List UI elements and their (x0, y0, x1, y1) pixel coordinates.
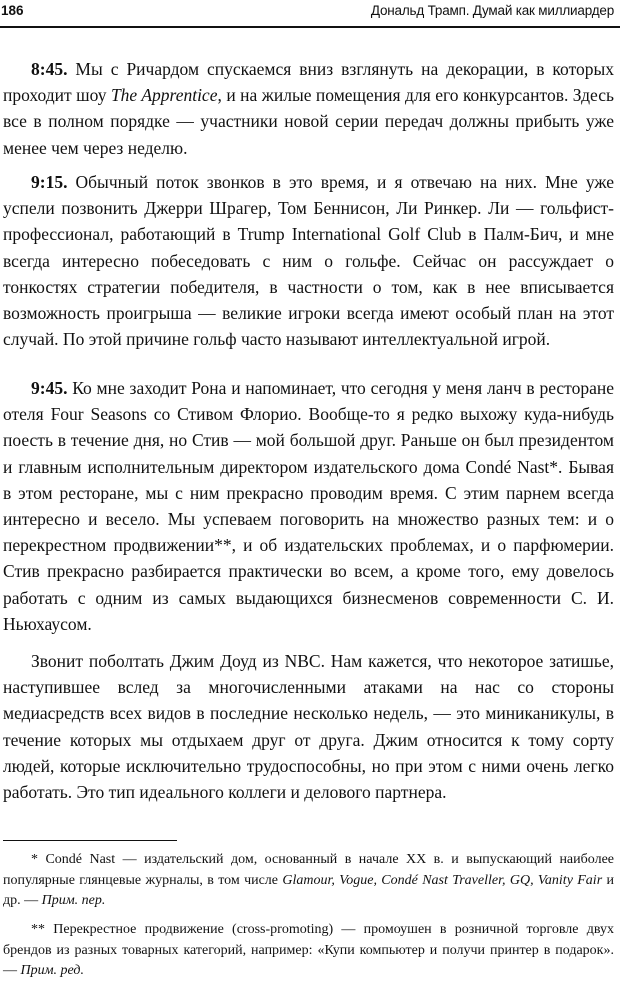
editor-note: Прим. ред. (20, 963, 84, 978)
paragraph-text: Мы с Ричардом спускаемся вниз взглянуть на декорации, в которых проходит шоу (3, 59, 614, 106)
paragraph-0945 (3, 375, 614, 637)
paragraph-text: Звонит поболтать Джим Доуд из NBC. Нам кажется, что некоторое затишье, наступившее вслед за многочисленными атаками на нас со стороны медиасредств всех видов в последние несколько недель, — это миниканикулы, в течение которых мы отдыхаем друг от друга. Джим относится к тому сорту людей, которые исключительно трудоспособны, но при этом с ними очень легко работать. Это тип идеального коллеги и делового партнера. (3, 651, 614, 803)
running-head: Дональд Трамп. Думай как миллиардер (370, 3, 614, 18)
footnote-conde-nast (3, 850, 614, 912)
footnote-cross-promoting (3, 920, 614, 982)
paragraph-text: Ко мне заходит Рона и напоминает, что сегодня у меня ланч в ресторане отеля Four Seasons со Стивом Флорио. Вообще-то я редко выхожу куда-нибудь поесть в течение дня, но Стив — мой большой друг. Раньше он был президентом и главным исполнительным директором издательского дома Condé Nast*. Бывая в этом ресторане, мы с ним прекрасно проводим время. С этим парнем всегда интересно и весело. Мы успеваем поговорить на множество разных тем: и о перекрестном продвижении**, и об издательских проблемах, и о парфюмерии. Стив прекрасно разбирается практически во всем, а кроме того, ему довелось работать с одним из самых выдающихся бизнесменов современности С. И. Ньюхаусом. (3, 378, 614, 634)
magazine-list: Glamour, Vogue, Condé Nast Traveller, GQ, Vanity Fair (282, 872, 603, 888)
time-stamp: 9:15. (31, 172, 68, 192)
paragraph-jim-dowd (3, 648, 614, 805)
paragraph-0845 (3, 56, 614, 161)
footnote-rule (3, 840, 177, 841)
footnote-text: * Condé Nast — издательский дом, основанный в начале XX в. и выпускающий наиболее популярные глянцевые журналы, в том числе (3, 852, 614, 888)
header-rule (0, 26, 620, 28)
time-stamp: 9:45. (31, 378, 68, 398)
translator-note: Прим. пер. (41, 893, 106, 908)
page-number: 186 (1, 3, 24, 18)
footnote-text: и др. — (3, 872, 614, 908)
paragraph-0915 (3, 169, 614, 352)
paragraph-text: Обычный поток звонков в это время, и я отвечаю на них. Мне уже успели позвонить Джерри Шрагер, Том Беннисон, Ли Ринкер. Ли — гольфист-профессионал, работающий в Trump International Golf Club в Палм-Бич, и мне всегда интересно побеседовать с ним о гольфе. Сейчас он рассуждает о тонкостях стратегии победителя, в частности о том, как в нее вписывается возможность проигрыша — великие игроки всегда имеют особый план на этот случай. По этой причине гольф часто называют интеллектуальной игрой. (3, 172, 614, 350)
time-stamp: 8:45. (31, 59, 68, 79)
footnote-text: ** Перекрестное продвижение (cross-promoting) — промоушен в розничной торговле двух брендов из разных товарных категорий, например: «Купи компьютер и получи принтер в подарок». — (3, 922, 614, 978)
page-header (0, 0, 620, 24)
paragraph-text: , и на жилые помещения для его конкурсантов. Здесь все в полном порядке — участники новой серии передач должны прибыть уже менее чем через неделю. (3, 85, 614, 158)
show-title: The Apprentice (110, 85, 218, 106)
